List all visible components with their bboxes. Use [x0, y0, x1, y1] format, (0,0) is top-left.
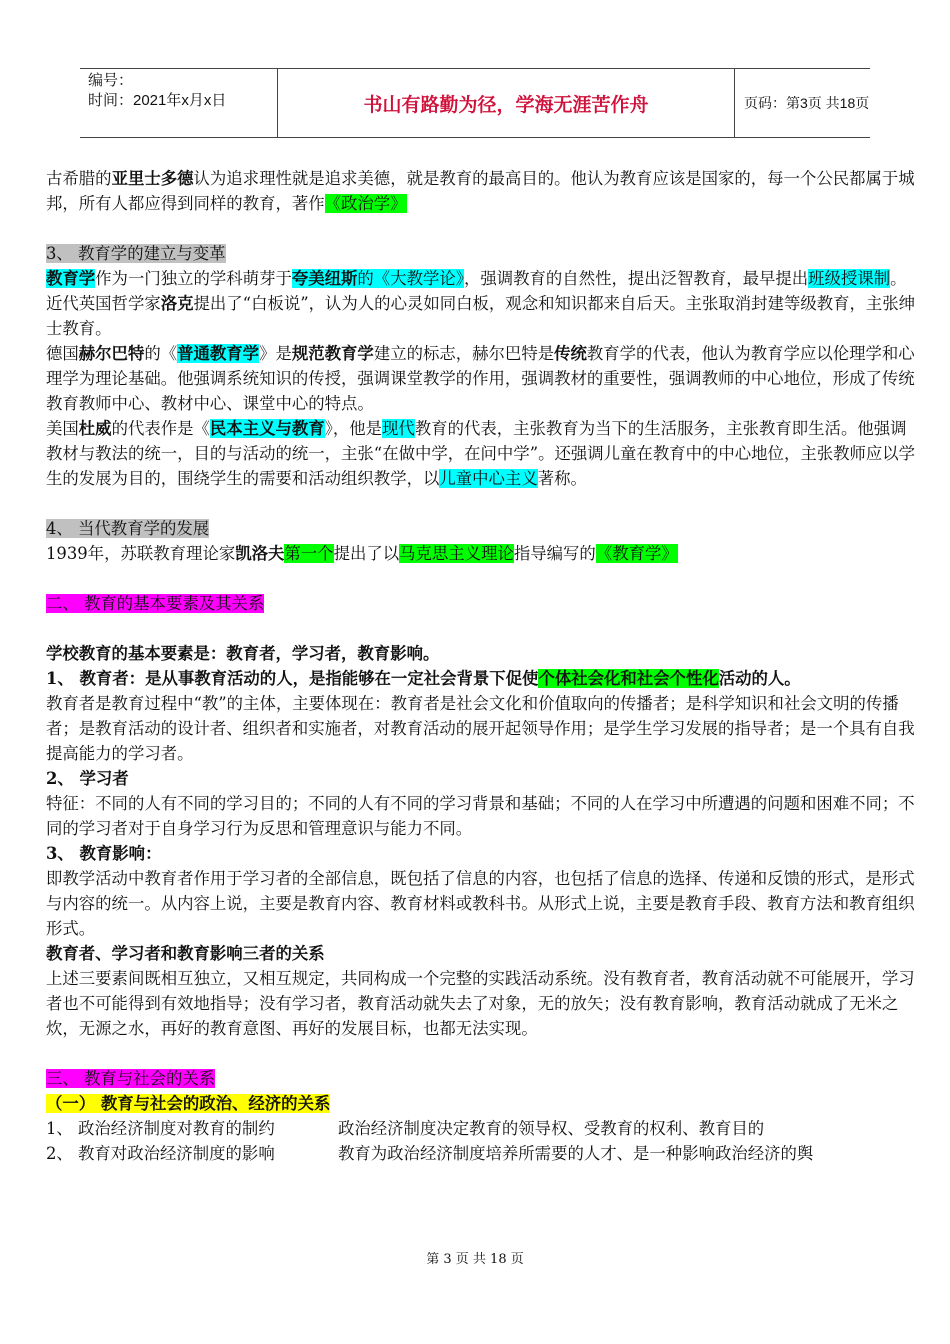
section-heading-4: 4、 当代教育学的发展: [46, 519, 210, 538]
paragraph: 近代英国哲学家洛克提出了“白板说”，认为人的心灵如同白板，观念和知识都来自后天。主张取消封建等级教育，主张绅士教育。: [46, 294, 916, 338]
paragraph: 古希腊的亚里士多德认为追求理性就是追求美德，就是教育的最高目的。他认为教育应该是国家的，每一个公民都属于城邦，所有人都应得到同样的教育，著作《政治学》: [46, 169, 915, 213]
chapter-heading-3: 三、 教育与社会的关系: [46, 1069, 216, 1088]
paragraph: 教育者是教育过程中“教”的主体，主要体现在：教育者是社会文化和价值取向的传播者；是科学知识和社会文明的传播者；是教育活动的设计者、组织者和实施者，对教育活动的展开起领导作用；是学生学习发展的指导者；是一个具有自我提高能力的学习者。: [46, 694, 915, 763]
list-item: 2、 学习者: [46, 769, 129, 788]
paragraph: 特征：不同的人有不同的学习目的；不同的人有不同的学习背景和基础；不同的人在学习中所遭遇的问题和困难不同；不同的学习者对于自身学习行为反思和管理意识与能力不同。: [46, 794, 915, 838]
paragraph: 德国赫尔巴特的《普通教育学》是规范教育学建立的标志，赫尔巴特是传统教育学的代表，他认为教育学应以伦理学和心理学为理论基础。他强调系统知识的传授，强调课堂教学的作用，强调教材的重要性，强调教师的中心地位，形成了传统教育教师中心、教材中心、课堂中心的特点。: [46, 344, 915, 413]
doc-number: 编号：: [88, 72, 134, 89]
page-header: [80, 68, 870, 138]
list-item: 2、 教育对政治经济制度的影响 教育为政治经济制度培养所需要的人才、是一种影响政治经济的舆: [46, 1144, 814, 1163]
paragraph: 教育学作为一门独立的学科萌芽于夸美纽斯的《大教学论》，强调教育的自然性，提出泛智教育，最早提出班级授课制。: [46, 269, 907, 288]
paragraph: 美国杜威的代表作是《民本主义与教育》，他是现代教育的代表，主张教育为当下的生活服务，主张教育即生活。他强调教材与教法的统一，目的与活动的统一，主张“在做中学，在问中学”。还强调儿童在教育中的中心地位，主张教师应以学生的发展为目的，围绕学生的需要和活动组织教学，以儿童中心主义著称。: [46, 419, 916, 488]
list-item: 1、 政治经济制度对教育的制约 政治经济制度决定教育的领导权、受教育的权利、教育目的: [46, 1119, 765, 1138]
paragraph: 1939年，苏联教育理论家凯洛夫第一个提出了以马克思主义理论指导编写的《教育学》: [46, 544, 678, 563]
doc-time: 时间：2021年x月x日: [88, 92, 227, 109]
subheading: （一） 教育与社会的政治、经济的关系: [46, 1094, 331, 1113]
bold-statement: 学校教育的基本要素是：教育者，学习者，教育影响。: [46, 644, 440, 663]
header-page-number: 页码：第3页 共18页: [744, 95, 870, 111]
paragraph: 上述三要素间既相互独立，又相互规定，共同构成一个完整的实践活动系统。没有教育者，教育活动就不可能展开，学习者也不可能得到有效地指导；没有学习者，教育活动就失去了对象，无的放矢；没有教育影响，教育活动就成了无米之炊，无源之水，再好的教育意图、再好的发展目标，也都无法实现。: [46, 969, 915, 1038]
document-body: [46, 166, 918, 1166]
bold-subheading: 教育者、学习者和教育影响三者的关系: [46, 944, 325, 963]
list-item: 3、 教育影响：: [46, 844, 162, 863]
header-meta: [80, 69, 278, 137]
chapter-heading-2: 二、 教育的基本要素及其关系: [46, 594, 265, 613]
section-heading-3: 3、 教育学的建立与变革: [46, 244, 226, 263]
header-motto: 书山有路勤为径，学海无涯苦作舟: [278, 69, 735, 137]
list-item: 1、 教育者：是从事教育活动的人，是指能够在一定社会背景下促使个体社会化和社会个性化活动的人。: [46, 669, 801, 688]
paragraph: 即教学活动中教育者作用于学习者的全部信息，既包括了信息的内容，也包括了信息的选择、传递和反馈的形式，是形式与内容的统一。从内容上说，主要是教育内容、教育材料或教科书。从形式上说，主要是教育手段、教育方法和教育组织形式。: [46, 869, 915, 938]
page-footer: 第 3 页 共 18 页: [426, 1252, 524, 1267]
